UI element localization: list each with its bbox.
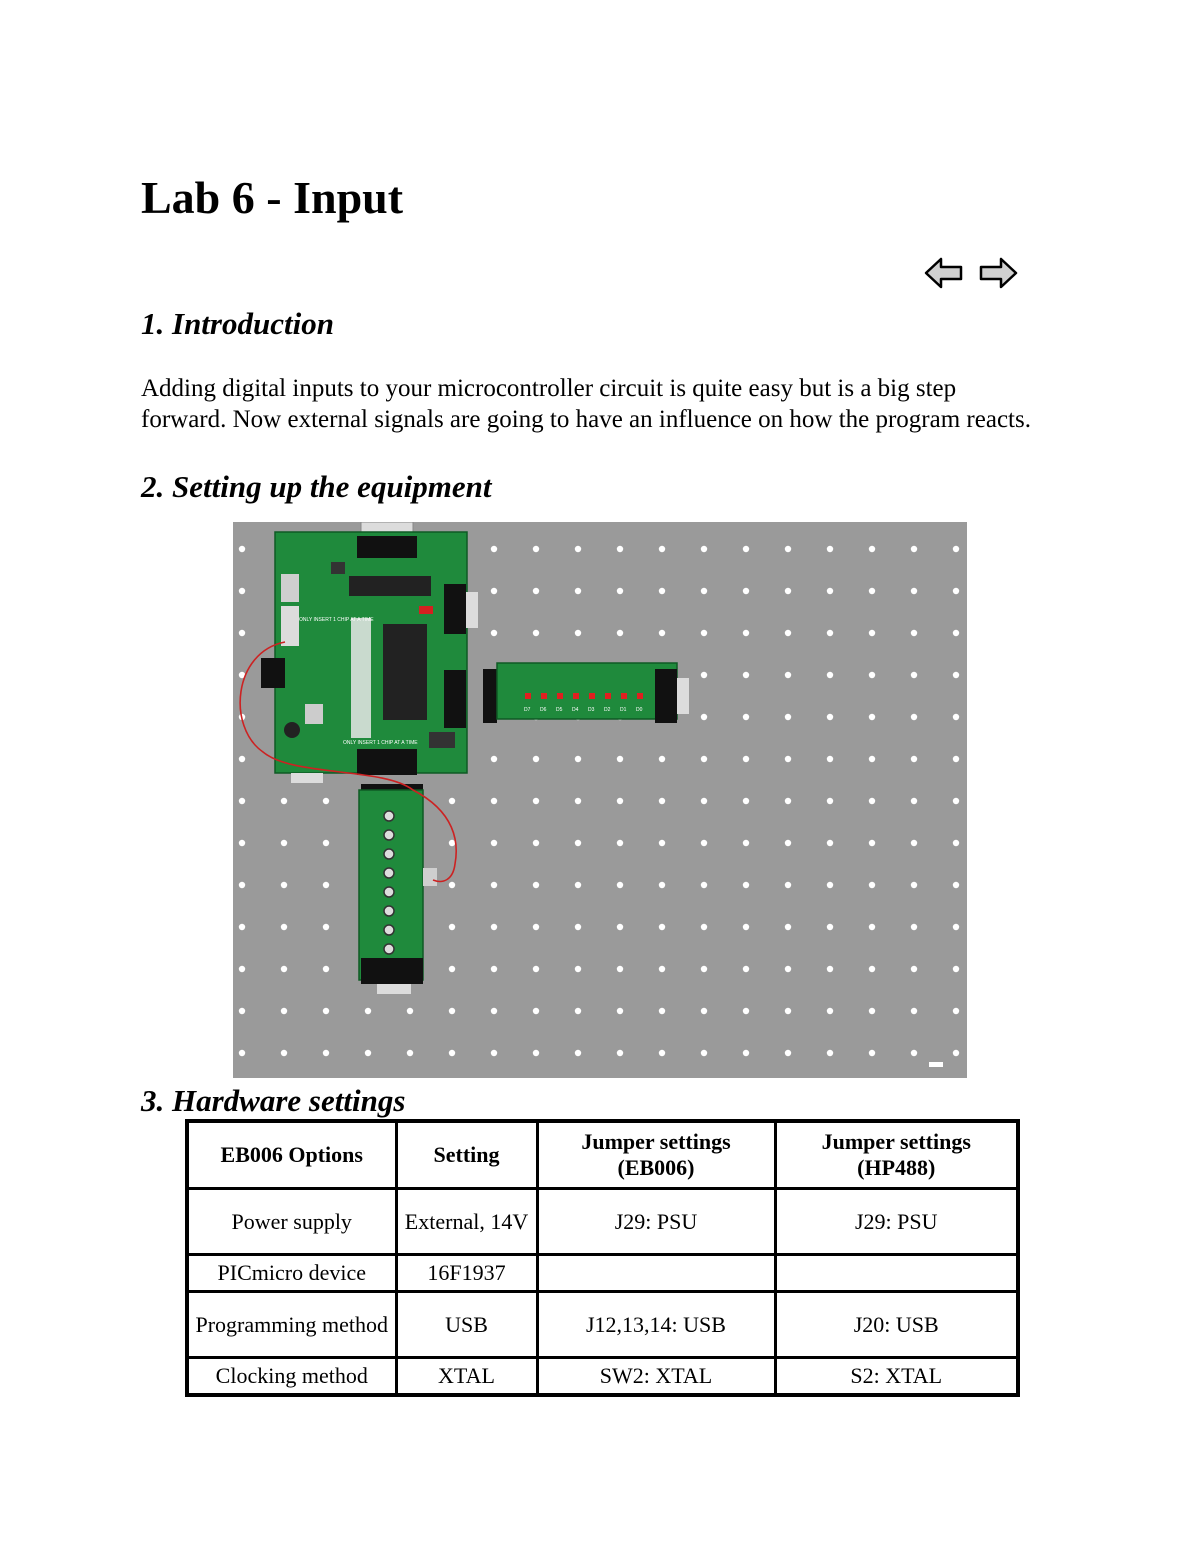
push-switch xyxy=(384,925,394,935)
panel-hole xyxy=(701,546,707,552)
panel-hole xyxy=(617,840,623,846)
panel-hole xyxy=(323,882,329,888)
panel-hole xyxy=(575,1050,581,1056)
panel-hole xyxy=(533,630,539,636)
panel-hole xyxy=(911,924,917,930)
led xyxy=(541,693,547,699)
panel-hole xyxy=(575,798,581,804)
panel-hole xyxy=(701,672,707,678)
panel-hole xyxy=(281,1050,287,1056)
push-switch xyxy=(384,849,394,859)
panel-hole xyxy=(491,924,497,930)
table-cell: 16F1937 xyxy=(396,1255,537,1292)
panel-hole xyxy=(827,756,833,762)
panel-hole xyxy=(743,630,749,636)
panel-hole xyxy=(617,630,623,636)
panel-hole xyxy=(743,588,749,594)
panel-hole xyxy=(533,882,539,888)
panel-hole xyxy=(281,840,287,846)
next-page-button[interactable] xyxy=(978,256,1018,290)
panel-hole xyxy=(449,966,455,972)
section-heading-introduction: 1. Introduction xyxy=(141,306,334,341)
panel-hole xyxy=(659,630,665,636)
table-header: Setting xyxy=(396,1121,537,1189)
panel-hole xyxy=(953,588,959,594)
panel-hole xyxy=(953,840,959,846)
page-title: Lab 6 - Input xyxy=(141,172,404,223)
panel-hole xyxy=(827,714,833,720)
panel-hole xyxy=(911,798,917,804)
panel-hole xyxy=(785,756,791,762)
previous-page-button[interactable] xyxy=(924,256,964,290)
panel-hole xyxy=(827,924,833,930)
led-output-board xyxy=(483,663,689,723)
section-heading-hardware: 3. Hardware settings xyxy=(141,1083,406,1118)
panel-hole xyxy=(743,924,749,930)
panel-hole xyxy=(785,630,791,636)
panel-hole xyxy=(239,924,245,930)
panel-hole xyxy=(953,1008,959,1014)
panel-hole xyxy=(701,798,707,804)
table-cell: SW2: XTAL xyxy=(537,1358,775,1396)
panel-hole xyxy=(827,798,833,804)
panel-hole xyxy=(533,1050,539,1056)
led xyxy=(621,693,627,699)
panel-hole xyxy=(239,630,245,636)
push-switch xyxy=(384,887,394,897)
panel-hole xyxy=(239,546,245,552)
panel-hole xyxy=(659,924,665,930)
panel-hole xyxy=(491,1050,497,1056)
panel-hole xyxy=(785,882,791,888)
led xyxy=(525,693,531,699)
panel-hole xyxy=(491,546,497,552)
panel-hole xyxy=(491,966,497,972)
panel-hole xyxy=(491,882,497,888)
panel-hole xyxy=(659,756,665,762)
panel-hole xyxy=(533,966,539,972)
panel-hole xyxy=(785,966,791,972)
led-label: D3 xyxy=(588,707,595,713)
table-row xyxy=(187,1358,1018,1396)
panel-hole xyxy=(323,924,329,930)
led-label: D6 xyxy=(540,707,547,713)
hardware-settings-table xyxy=(185,1119,1020,1397)
panel-hole xyxy=(743,1050,749,1056)
panel-hole xyxy=(575,756,581,762)
panel-hole xyxy=(281,966,287,972)
panel-hole xyxy=(869,840,875,846)
panel-hole xyxy=(533,588,539,594)
panel-hole xyxy=(869,882,875,888)
push-switch xyxy=(384,944,394,954)
right-arrow-icon xyxy=(978,256,1018,290)
panel-hole xyxy=(701,840,707,846)
table-cell: External, 14V xyxy=(396,1189,537,1255)
panel-hole xyxy=(827,630,833,636)
table-row xyxy=(187,1189,1018,1255)
panel-hole xyxy=(323,798,329,804)
panel-hole xyxy=(449,840,455,846)
panel-hole xyxy=(743,672,749,678)
section-heading-equipment: 2. Setting up the equipment xyxy=(141,469,492,504)
panel-hole xyxy=(701,966,707,972)
panel-hole xyxy=(323,1050,329,1056)
panel-hole xyxy=(239,1008,245,1014)
panel-hole xyxy=(911,714,917,720)
panel-hole xyxy=(869,798,875,804)
panel-hole xyxy=(743,882,749,888)
panel-hole xyxy=(491,840,497,846)
panel-hole xyxy=(869,546,875,552)
panel-hole xyxy=(827,1050,833,1056)
table-cell: J29: PSU xyxy=(775,1189,1018,1255)
panel-hole xyxy=(449,1050,455,1056)
equipment-setup-figure xyxy=(233,522,967,1078)
panel-hole xyxy=(659,798,665,804)
panel-hole xyxy=(659,588,665,594)
panel-hole xyxy=(785,546,791,552)
panel-hole xyxy=(533,756,539,762)
panel-hole xyxy=(575,966,581,972)
panel-hole xyxy=(491,588,497,594)
panel-hole xyxy=(785,798,791,804)
table-row xyxy=(187,1292,1018,1358)
panel-hole xyxy=(281,1008,287,1014)
panel-hole xyxy=(533,546,539,552)
panel-hole xyxy=(701,756,707,762)
panel-hole xyxy=(911,840,917,846)
panel-hole xyxy=(491,756,497,762)
led-label: D7 xyxy=(524,707,531,713)
panel-hole xyxy=(323,1008,329,1014)
panel-hole xyxy=(659,840,665,846)
panel-hole xyxy=(911,882,917,888)
table-cell xyxy=(775,1255,1018,1292)
panel-hole xyxy=(533,840,539,846)
left-arrow-icon xyxy=(924,256,964,290)
panel-hole xyxy=(743,546,749,552)
panel-hole xyxy=(785,588,791,594)
led xyxy=(589,693,595,699)
panel-hole xyxy=(701,882,707,888)
panel-hole xyxy=(281,882,287,888)
panel-hole xyxy=(659,882,665,888)
panel-hole xyxy=(575,882,581,888)
eb006-programmer-board xyxy=(261,522,478,783)
table-row xyxy=(187,1255,1018,1292)
panel-hole xyxy=(407,1050,413,1056)
panel-hole xyxy=(533,924,539,930)
panel-hole xyxy=(827,1008,833,1014)
table-header: Jumper settings (HP488) xyxy=(775,1121,1018,1189)
panel-hole xyxy=(743,966,749,972)
table-cell: J12,13,14: USB xyxy=(537,1292,775,1358)
panel-hole xyxy=(659,966,665,972)
panel-hole xyxy=(869,966,875,972)
panel-hole xyxy=(785,672,791,678)
panel-hole xyxy=(701,1050,707,1056)
panel-hole xyxy=(659,546,665,552)
panel-hole xyxy=(239,1050,245,1056)
led-label: D1 xyxy=(620,707,627,713)
panel-hole xyxy=(953,546,959,552)
panel-hole xyxy=(617,882,623,888)
panel-hole xyxy=(239,756,245,762)
table-header-row xyxy=(187,1121,1018,1189)
panel-hole xyxy=(953,630,959,636)
table-cell: S2: XTAL xyxy=(775,1358,1018,1396)
led-label: D5 xyxy=(556,707,563,713)
panel-hole xyxy=(953,672,959,678)
panel-hole xyxy=(911,546,917,552)
panel-hole xyxy=(869,672,875,678)
table-cell: PICmicro device xyxy=(187,1255,396,1292)
panel-hole xyxy=(239,966,245,972)
panel-hole xyxy=(659,1050,665,1056)
panel-hole xyxy=(239,588,245,594)
led xyxy=(605,693,611,699)
panel-hole xyxy=(701,630,707,636)
panel-hole xyxy=(365,1008,371,1014)
panel-hole xyxy=(533,1008,539,1014)
panel-hole xyxy=(911,1008,917,1014)
panel-hole xyxy=(953,966,959,972)
panel-hole xyxy=(785,714,791,720)
panel-hole xyxy=(239,882,245,888)
panel-hole xyxy=(869,1050,875,1056)
panel-hole xyxy=(743,714,749,720)
led xyxy=(557,693,563,699)
panel-hole xyxy=(617,1008,623,1014)
panel-hole xyxy=(617,756,623,762)
panel-hole xyxy=(911,588,917,594)
panel-hole xyxy=(743,756,749,762)
panel-hole xyxy=(953,756,959,762)
panel-hole xyxy=(449,1008,455,1014)
table-cell xyxy=(537,1255,775,1292)
push-switch xyxy=(384,906,394,916)
panel-hole xyxy=(743,840,749,846)
panel-hole xyxy=(491,630,497,636)
panel-hole xyxy=(575,924,581,930)
panel-hole xyxy=(701,588,707,594)
corner-mark xyxy=(929,1062,943,1067)
push-switch xyxy=(384,811,394,821)
panel-hole xyxy=(617,966,623,972)
table-cell: J20: USB xyxy=(775,1292,1018,1358)
panel-hole xyxy=(659,1008,665,1014)
panel-hole xyxy=(785,924,791,930)
panel-hole xyxy=(911,672,917,678)
panel-hole xyxy=(869,756,875,762)
panel-hole xyxy=(449,798,455,804)
panel-hole xyxy=(911,1050,917,1056)
panel-hole xyxy=(449,882,455,888)
panel-hole xyxy=(911,630,917,636)
led-label: D2 xyxy=(604,707,611,713)
panel-hole xyxy=(323,966,329,972)
table-cell: Power supply xyxy=(187,1189,396,1255)
panel-hole xyxy=(617,798,623,804)
panel-hole xyxy=(827,588,833,594)
panel-hole xyxy=(827,672,833,678)
panel-hole xyxy=(491,1008,497,1014)
panel-hole xyxy=(575,588,581,594)
panel-hole xyxy=(533,798,539,804)
panel-hole xyxy=(911,966,917,972)
panel-hole xyxy=(575,1008,581,1014)
panel-hole xyxy=(953,714,959,720)
panel-hole xyxy=(617,1050,623,1056)
table-cell: J29: PSU xyxy=(537,1189,775,1255)
panel-hole xyxy=(617,924,623,930)
panel-hole xyxy=(827,966,833,972)
panel-hole xyxy=(617,546,623,552)
panel-hole xyxy=(743,798,749,804)
panel-hole xyxy=(701,924,707,930)
board-bottom-text: ONLY INSERT 1 CHIP AT A TIME xyxy=(343,740,418,746)
panel-hole xyxy=(701,714,707,720)
panel-hole xyxy=(953,798,959,804)
panel-hole xyxy=(281,924,287,930)
panel-hole xyxy=(575,840,581,846)
table-header: EB006 Options xyxy=(187,1121,396,1189)
panel-hole xyxy=(239,840,245,846)
panel-hole xyxy=(869,630,875,636)
panel-hole xyxy=(953,882,959,888)
panel-hole xyxy=(869,714,875,720)
panel-hole xyxy=(701,1008,707,1014)
introduction-text: Adding digital inputs to your microcontroller circuit is quite easy but is a big step forward. Now external signals are going to have an influence on how the program reacts. xyxy=(141,375,1031,433)
table-header: Jumper settings (EB006) xyxy=(537,1121,775,1189)
panel-hole xyxy=(575,546,581,552)
panel-hole xyxy=(869,1008,875,1014)
panel-hole xyxy=(827,546,833,552)
panel-hole xyxy=(575,630,581,636)
panel-hole xyxy=(365,1050,371,1056)
panel-hole xyxy=(407,1008,413,1014)
table-cell: USB xyxy=(396,1292,537,1358)
led xyxy=(637,693,643,699)
table-cell: XTAL xyxy=(396,1358,537,1396)
led-label: D4 xyxy=(572,707,579,713)
table-cell: Programming method xyxy=(187,1292,396,1358)
equipment-setup-diagram xyxy=(233,522,967,1078)
panel-hole xyxy=(785,1008,791,1014)
panel-hole xyxy=(953,924,959,930)
panel-hole xyxy=(743,1008,749,1014)
panel-hole xyxy=(869,924,875,930)
board-top-text: ONLY INSERT 1 CHIP AT A TIME xyxy=(299,617,374,623)
panel-hole xyxy=(617,588,623,594)
panel-hole xyxy=(323,840,329,846)
led-label: D0 xyxy=(636,707,643,713)
panel-hole xyxy=(491,798,497,804)
panel-hole xyxy=(239,798,245,804)
push-switch xyxy=(384,868,394,878)
led xyxy=(573,693,579,699)
panel-hole xyxy=(827,882,833,888)
panel-hole xyxy=(953,1050,959,1056)
panel-hole xyxy=(785,1050,791,1056)
push-switch xyxy=(384,830,394,840)
panel-hole xyxy=(869,588,875,594)
table-cell: Clocking method xyxy=(187,1358,396,1396)
panel-hole xyxy=(281,798,287,804)
panel-hole xyxy=(785,840,791,846)
panel-hole xyxy=(827,840,833,846)
panel-hole xyxy=(449,924,455,930)
panel-hole xyxy=(911,756,917,762)
